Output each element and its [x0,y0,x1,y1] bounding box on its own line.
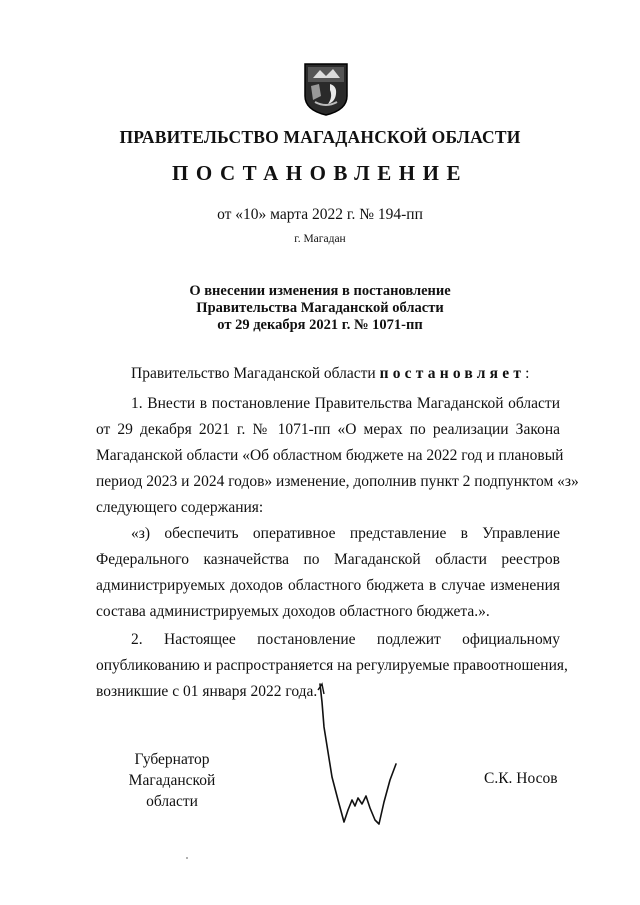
date-number: от «10» марта 2022 г. № 194-пп [217,206,423,223]
governor-title [102,749,242,812]
subject-line: от 29 декабря 2021 г. № 1071-пп [217,317,423,333]
place: г. Магадан [294,233,346,245]
intro-text: Правительство Магаданской области [131,365,376,382]
subject-line: О внесении изменения в постановление [189,283,451,299]
paragraph-line: состава администрируемых доходов областного бюджета.». [96,603,490,620]
document-subject [0,283,640,334]
intro-colon: : [525,365,530,382]
subject-line: Правительства Магаданской области [196,300,444,316]
organization-title: ПРАВИТЕЛЬСТВО МАГАДАНСКОЙ ОБЛАСТИ [119,127,521,147]
scan-speck [186,857,188,859]
paragraph-line: период 2023 и 2024 годов» изменение, дополнив пункт 2 подпунктом «з» [96,473,579,490]
paragraph-line: Магаданской области «Об областном бюджете на 2022 год и плановый [96,447,564,464]
paragraph-line: администрируемых доходов областного бюджета в случае изменения [96,577,560,594]
paragraph-line: возникшие с 01 января 2022 года. [96,683,318,700]
handwritten-signature [312,682,402,832]
paragraph-line: опубликованию и распространяется на регулируемые правоотношения, [96,657,568,674]
paragraph-2 [96,521,560,625]
paragraph-1 [96,391,579,521]
intro-verb: постановляет [379,365,526,382]
paragraph-line: 2. Настоящее постановление подлежит официальному [131,631,560,648]
paragraph-line: от 29 декабря 2021 г. № 1071-пп «О мерах по реализации Закона [96,421,560,438]
governor-title-line: Магаданской области [128,772,216,810]
intro-line [131,365,571,383]
governor-title-line: Губернатор [134,751,210,768]
governor-name: С.К. Носов [484,770,558,787]
paragraph-line: «з) обеспечить оперативное представление в Управление [131,525,560,542]
magadan-coat-of-arms-icon [303,62,349,117]
paragraph-line: следующего содержания: [96,499,264,516]
paragraph-line: Федерального казначейства по Магаданской области реестров [96,551,560,568]
paragraph-line: 1. Внести в постановление Правительства Магаданской области [131,395,560,412]
document-type: ПОСТАНОВЛЕНИЕ [172,161,468,185]
